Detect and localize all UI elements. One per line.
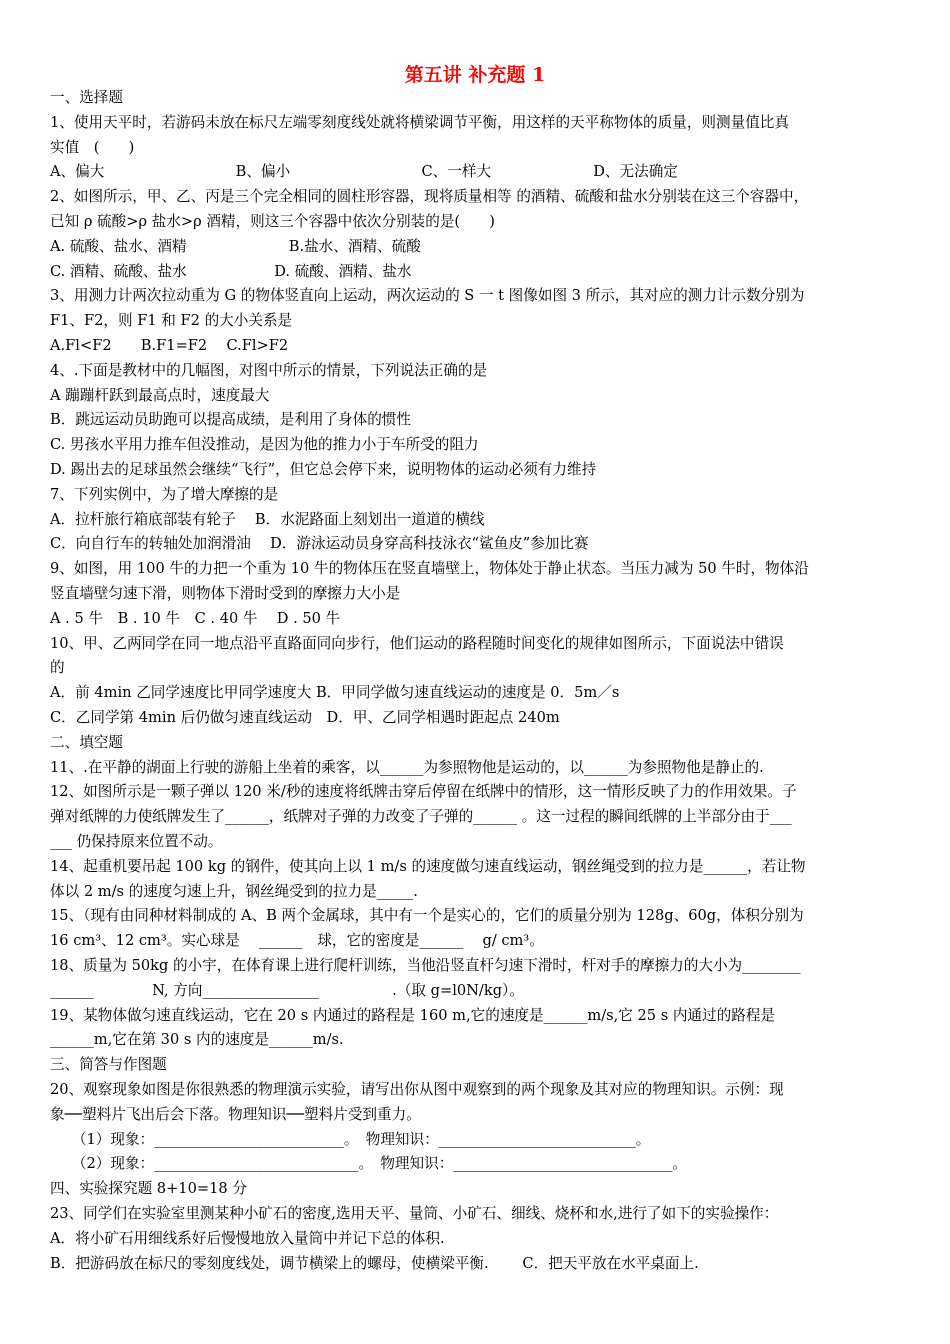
text-line: 3、用测力计两次拉动重为 G 的物体竖直向上运动，两次运动的 S 一 t 图像如图 3 所示，其对应的测力计示数分别为 [50, 287, 805, 305]
text-line: A. 硫酸、盐水、酒精 B.盐水、酒精、硫酸 [50, 237, 421, 255]
page-title: 第五讲 补充题 1 [404, 64, 546, 86]
text-line: ___ 仍保持原来位置不动。 [50, 833, 223, 850]
text-line: 12、如图所示是一颗子弹以 120 米/秒的速度将纸牌击穿后停留在纸牌中的情形，这一情形反映了力的作用效果。子 [50, 783, 797, 801]
text-line: 一、选择题 [50, 89, 123, 106]
text-line: （2）现象：____________________________。 物理知识：______________________________。 [50, 1155, 687, 1173]
text-line: 象──塑料片飞出后会下落。物理知识──塑料片受到重力。 [50, 1105, 421, 1123]
text-line: 竖直墙壁匀速下滑，则物体下滑时受到的摩擦力大小是 [50, 585, 401, 602]
text-line: A 蹦蹦杆跃到最高点时，速度最大 [50, 386, 270, 404]
text-line: A、偏大 B、偏小 C、一样大 D、无法确定 [50, 163, 678, 181]
text-line: 7、下列实例中，为了增大摩擦的是 [50, 485, 279, 503]
text-line: （1）现象：__________________________。 物理知识：___________________________。 [50, 1130, 651, 1148]
text-line: C. 男孩水平用力推车但没推动，是因为他的推力小于车所受的阻力 [50, 436, 479, 454]
text-line: 9、如图，用 100 牛的力把一个重为 10 牛的物体压在竖直墙壁上，物体处于静止状态。当压力减为 50 牛时，物体沿 [50, 560, 809, 578]
text-line: 三、简答与作图题 [50, 1056, 167, 1074]
text-line: ______m,它在第 30 s 内的速度是______m/s. [50, 1031, 344, 1049]
text-line: 14、起重机要吊起 100 kg 的钢件，使其向上以 1 m/s 的速度做匀速直线运动，钢丝绳受到的拉力是______，若让物 [50, 857, 806, 875]
text-line: 4、.下面是教材中的几幅图，对图中所示的情景，下列说法正确的是 [50, 361, 488, 379]
text-line: 实值 ( ) [50, 138, 135, 156]
text-line: 20、观察现象如图是你很熟悉的物理演示实验，请写出你从图中观察到的两个现象及其对应的物理知识。示例：现 [50, 1081, 784, 1098]
text-line: A．拉杆旅行箱底部装有轮子 B．水泥路面上刻划出一道道的横线 [50, 510, 485, 528]
text-line: 15、（现有由同种材料制成的 A、B 两个金属球，其中有一个是实心的，它们的质量分别为 128g、60g，体积分别为 [50, 907, 804, 925]
text-line: 四、实验探究题 8+10=18 分 [50, 1180, 247, 1198]
text-line: 体以 2 m/s 的速度匀速上升，钢丝绳受到的拉力是_____. [50, 882, 418, 900]
text-line: A . 5 牛 B . 10 牛 C . 40 牛 D . 50 牛 [50, 609, 341, 627]
text-line: C．乙同学第 4min 后仍做匀速直线运动 D．甲、乙同学相遇时距起点 240m [50, 709, 560, 726]
text-line: A.Fl<F2 B.F1=F2 C.Fl>F2 [50, 337, 289, 354]
text-line: A．将小矿石用细线系好后慢慢地放入量筒中并记下总的体积. [50, 1229, 445, 1247]
text-line: 2、如图所示，甲、乙、丙是三个完全相同的圆柱形容器，现将质量相等 的酒精、硫酸和盐水分别装在这三个容器中， [50, 188, 809, 206]
text-line: 弹对纸牌的力使纸牌发生了______，纸牌对子弹的力改变了子弹的______ 。这一过程的瞬间纸牌的上半部分由于___ [50, 808, 792, 826]
text-line: 11、.在平静的湖面上行驶的游船上坐着的乘客，以______为参照物他是运动的，以______为参照物他是静止的. [50, 758, 764, 776]
text-line: 1、使用天平时，若游码未放在标尺左端零刻度线处就将横梁调节平衡，用这样的天平称物体的质量，则测量值比真 [50, 113, 789, 131]
text-line: D. 踢出去的足球虽然会继续“飞行”，但它总会停下来，说明物体的运动必须有力维持 [50, 461, 597, 478]
text-line: 18、质量为 50kg 的小宇，在体育课上进行爬杆训练，当他沿竖直杆匀速下滑时，杆对手的摩擦力的大小为________ [50, 957, 801, 974]
text-line: ______ N, 方向________________ .（取 g=l0N/kg）。 [50, 981, 524, 999]
text-line: 23、同学们在实验室里测某种小矿石的密度,选用天平、量筒、小矿石、细线、烧杯和水,进行了如下的实验操作： [50, 1205, 779, 1222]
text-line: 的 [50, 659, 65, 677]
text-line: 10、甲、乙两同学在同一地点沿平直路面同向步行，他们运动的路程随时间变化的规律如图所示，下面说法中错误 [50, 634, 784, 652]
text-line: C. 酒精、硫酸、盐水 D. 硫酸、酒精、盐水 [50, 262, 412, 280]
text-line: A．前 4min 乙同学速度比甲同学速度大 B．甲同学做匀速直线运动的速度是 0．5m／s [50, 684, 620, 702]
text-line: 19、某物体做匀速直线运动，它在 20 s 内通过的路程是 160 m,它的速度是______m/s,它 25 s 内通过的路程是 [50, 1006, 775, 1024]
text-line: F1、F2，则 F1 和 F2 的大小关系是 [50, 312, 293, 330]
text-line: B．跳远运动员助跑可以提高成绩，是利用了身体的惯性 [50, 411, 411, 429]
text-line: 16 cm³、12 cm³。实心球是 ______ 球，它的密度是______ g/ cm³。 [50, 932, 544, 950]
text-line: 已知 ρ 硫酸>ρ 盐水>ρ 酒精，则这三个容器中依次分别装的是( ) [50, 213, 495, 230]
text-line: 二、填空题 [50, 733, 123, 751]
text-line: B．把游码放在标尺的零刻度线处，调节横梁上的螺母，使横梁平衡. C．把天平放在水平桌面上. [50, 1254, 699, 1272]
text-line: C．向自行车的转轴处加润滑油 D．游泳运动员身穿高科技泳衣“鲨鱼皮”参加比赛 [50, 535, 589, 553]
